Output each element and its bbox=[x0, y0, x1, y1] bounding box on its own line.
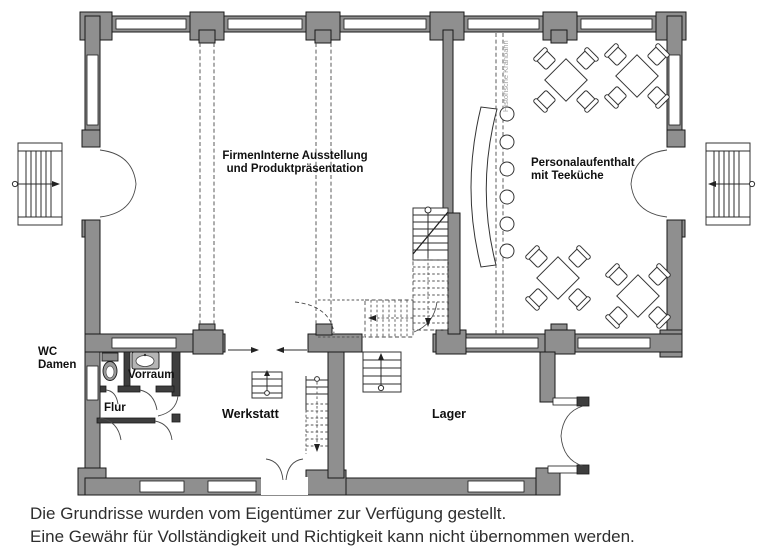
caption-line-1: Die Grundrisse wurden vom Eigentümer zur Verfügung gestellt. bbox=[30, 504, 507, 523]
vorraum-door-arc bbox=[140, 390, 157, 410]
center-small-stair-icon bbox=[363, 352, 401, 392]
dining-table-group bbox=[605, 263, 671, 329]
staff-room-label: Personalaufenthalt bbox=[531, 157, 635, 169]
column-axis-lines bbox=[200, 43, 331, 324]
staff-room-furniture bbox=[525, 43, 671, 329]
caption bbox=[30, 504, 635, 546]
crane-rail-curve bbox=[471, 107, 497, 267]
exhibition-room-label: FirmenInterne Ausstellung bbox=[222, 150, 368, 162]
door-arcs bbox=[100, 150, 667, 480]
exhibition-room-label-2: und Produktpräsentation bbox=[226, 163, 364, 175]
wc-label-2: Damen bbox=[38, 359, 77, 371]
lager-door-arc bbox=[561, 406, 583, 436]
sink-icon bbox=[132, 352, 159, 369]
left-external-stair-icon bbox=[12, 143, 62, 225]
door-direction-arrows bbox=[228, 347, 307, 353]
bottom-entrance-opening bbox=[261, 477, 308, 495]
werkstatt-label: Werkstatt bbox=[222, 407, 279, 421]
right-external-stair-icon bbox=[706, 143, 755, 225]
dining-table-group bbox=[533, 47, 599, 113]
stair-door-arc bbox=[414, 302, 437, 332]
column-circle bbox=[500, 244, 514, 258]
staff-room-label-2: mit Teeküche bbox=[531, 170, 604, 182]
dining-table-group bbox=[525, 245, 591, 311]
left-entrance-door-arc bbox=[100, 150, 136, 184]
column-circle bbox=[500, 217, 514, 231]
column-circle bbox=[500, 190, 514, 204]
lager-label: Lager bbox=[432, 407, 467, 421]
caption-line-2: Eine Gewähr für Vollständigkeit und Richtigkeit kann nicht übernommen werden. bbox=[30, 527, 635, 546]
flur-werkstatt-door-arc bbox=[158, 396, 178, 416]
outer-walls bbox=[78, 12, 686, 495]
toilet-icon bbox=[102, 353, 118, 381]
vorraum-label: Vorraum bbox=[128, 369, 175, 381]
wc-label: WC bbox=[38, 346, 58, 358]
partition-stair-icon bbox=[306, 376, 328, 454]
crane-track-annotation: Historische Kranbahn bbox=[501, 40, 510, 112]
flur-label: Flur bbox=[104, 402, 126, 414]
dividing-wall bbox=[443, 30, 460, 334]
column-circle bbox=[500, 162, 514, 176]
right-entrance-door-arc bbox=[631, 150, 667, 184]
werkstatt-stair-icon bbox=[252, 370, 282, 398]
bottom-entrance-door-arc bbox=[266, 459, 283, 480]
dining-table-group bbox=[604, 43, 670, 109]
flur-door-arc bbox=[155, 421, 172, 440]
column-circle bbox=[500, 135, 514, 149]
central-stair-icon bbox=[318, 207, 448, 337]
